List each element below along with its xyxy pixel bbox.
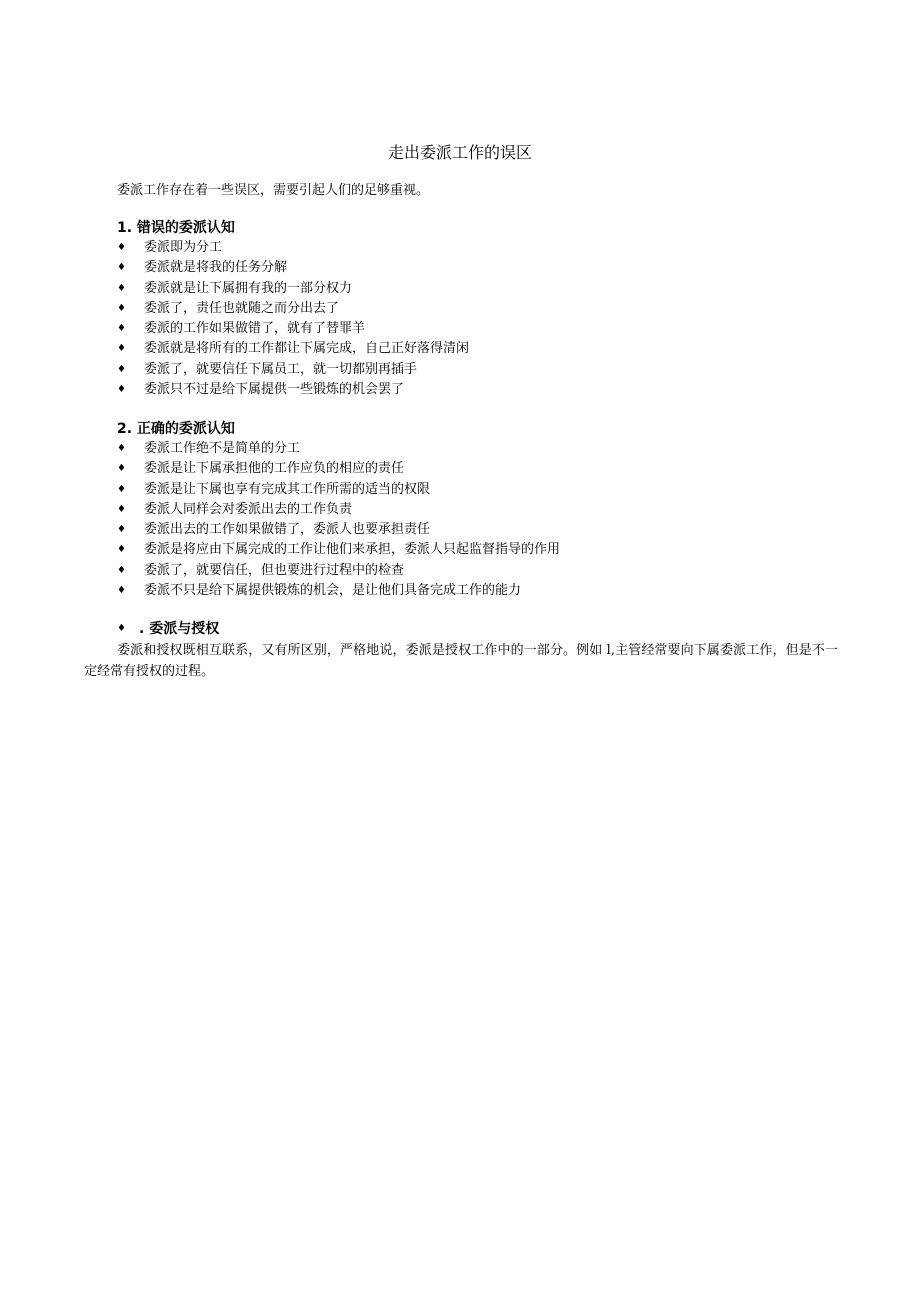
list-item [117,480,837,500]
list-item-text: 委派出去的工作如果做错了，委派人也要承担责任 [144,522,431,538]
bullet-list [117,238,837,400]
list-item-text: 委派只不过是给下属提供一些锻炼的机会罢了 [144,382,405,398]
diamond-bullet-icon: ♦ [117,343,126,355]
list-item [117,540,837,560]
list-item [117,299,837,319]
list-item-text: 委派不只是给下属提供锻炼的机会，是让他们具备完成工作的能力 [144,583,522,599]
list-item [117,258,837,278]
list-item-text: 委派了，就要信任下属员工，就一切都别再插手 [144,361,418,377]
list-item-text: 委派是让下属也享有完成其工作所需的适当的权限 [144,481,431,497]
diamond-bullet-icon: ♦ [117,483,126,495]
list-item-text: 委派是让下属承担他的工作应负的相应的责任 [144,461,405,477]
list-item [117,339,837,359]
list-item [117,360,837,380]
section-correct-cognition [117,419,837,601]
list-item-text: 委派了，就要信任，但也要进行过程中的检查 [144,562,405,578]
list-item-text: 委派就是将所有的工作都让下属完成，自己正好落得清闲 [144,341,470,357]
list-item [117,319,837,339]
section-paragraph: 委派和授权既相互联系，又有所区别，严格地说，委派是授权工作中的一部分。例如 l,主管经常要向下属委派工作，但是不一定经常有授权的过程。 [84,643,838,679]
section-heading: 1. 错误的委派认知 [117,220,235,236]
diamond-bullet-icon: ♦ [117,302,126,314]
list-item-text: 委派是将应由下属完成的工作让他们来承担，委派人只起监督指导的作用 [144,542,561,558]
list-item-text: 委派人同样会对委派出去的工作负责 [144,501,353,517]
list-item [117,439,837,459]
diamond-bullet-icon: ♦ [117,544,126,556]
list-item [117,279,837,299]
diamond-bullet-icon: ♦ [117,503,126,515]
diamond-bullet-icon: ♦ [117,585,126,597]
section-heading: . 委派与授权 [139,621,220,637]
diamond-bullet-icon: ♦ [117,323,126,335]
diamond-bullet-icon: ♦ [117,443,126,454]
list-item [117,459,837,479]
diamond-bullet-icon: ♦ [117,524,126,536]
list-item [117,581,837,601]
diamond-bullet-icon: ♦ [117,564,126,576]
list-item-text: 委派了，责任也就随之而分出去了 [144,300,340,316]
diamond-bullet-icon: ♦ [117,623,126,634]
list-item [117,380,837,400]
section-heading: 2. 正确的委派认知 [117,421,235,437]
list-item-text: 委派工作绝不是简单的分工 [144,441,301,456]
diamond-bullet-icon: ♦ [117,384,126,396]
diamond-bullet-icon: ♦ [117,242,126,253]
list-item-text: 委派即为分工 [144,240,223,255]
list-item-text: 委派就是让下属拥有我的一部分权力 [144,280,353,296]
diamond-bullet-icon: ♦ [117,282,126,294]
intro-paragraph: 委派工作存在着一些误区，需要引起人们的足够重视。 [117,183,430,198]
list-item [117,500,837,520]
list-item [117,561,837,581]
list-item-text: 委派的工作如果做错了，就有了替罪羊 [144,321,366,337]
diamond-bullet-icon: ♦ [117,262,126,274]
list-item [117,238,837,258]
document-title: 走出委派工作的误区 [387,143,532,162]
list-item [117,520,837,540]
diamond-bullet-icon: ♦ [117,363,126,375]
bullet-list [117,439,837,601]
list-item-text: 委派就是将我的任务分解 [144,260,288,276]
diamond-bullet-icon: ♦ [117,463,126,475]
section-wrong-cognition [117,218,837,400]
